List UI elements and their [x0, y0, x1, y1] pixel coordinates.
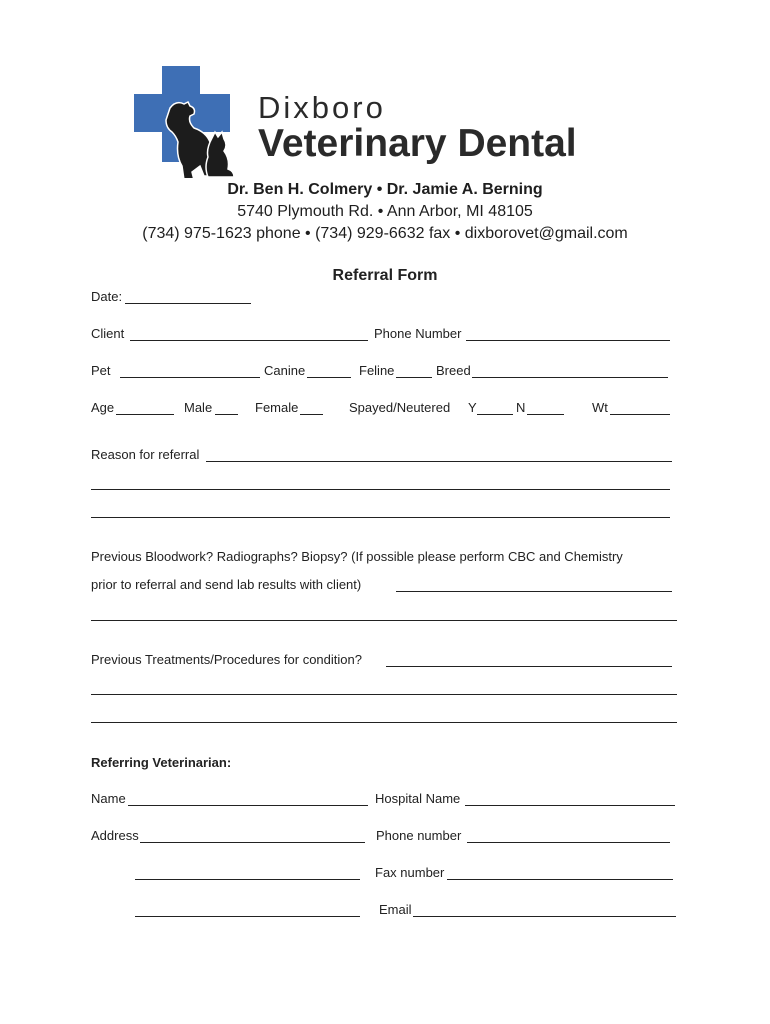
- previous-treatments-field-line3[interactable]: [91, 722, 677, 723]
- referring-vet-heading: Referring Veterinarian:: [91, 755, 232, 770]
- brand-name-line1: Dixboro: [258, 90, 386, 125]
- age-field[interactable]: [116, 414, 174, 415]
- previous-treatments-label: Previous Treatments/Procedures for condition?: [91, 652, 362, 667]
- male-label: Male: [184, 400, 213, 415]
- vet-phone-field[interactable]: [467, 842, 670, 843]
- spayed-no-field[interactable]: [527, 414, 564, 415]
- canine-field[interactable]: [307, 377, 351, 378]
- canine-label: Canine: [264, 363, 306, 378]
- previous-tests-field-line1[interactable]: [396, 591, 672, 592]
- reason-field-line2[interactable]: [91, 489, 670, 490]
- contact-line: (734) 975-1623 phone • (734) 929-6632 fax • dixborovet@gmail.com: [142, 225, 628, 242]
- pet-field[interactable]: [120, 377, 260, 378]
- date-label: Date:: [91, 289, 123, 304]
- vet-address-label: Address: [91, 828, 139, 843]
- spayed-no-label: N: [516, 400, 526, 415]
- date-field[interactable]: [125, 303, 251, 304]
- reason-field-line3[interactable]: [91, 517, 670, 518]
- previous-tests-field-line2[interactable]: [91, 620, 677, 621]
- male-field[interactable]: [215, 414, 238, 415]
- phone-number-field[interactable]: [466, 340, 670, 341]
- vet-email-label: Email: [379, 902, 412, 917]
- previous-treatments-field-line1[interactable]: [386, 666, 672, 667]
- vet-name-label: Name: [91, 791, 126, 806]
- vet-fax-field[interactable]: [447, 879, 673, 880]
- hospital-name-label: Hospital Name: [375, 791, 461, 806]
- vet-phone-label: Phone number: [376, 828, 462, 843]
- reason-field-line1[interactable]: [206, 461, 672, 462]
- vet-address-field-line1[interactable]: [140, 842, 365, 843]
- previous-treatments-field-line2[interactable]: [91, 694, 677, 695]
- client-label: Client: [91, 326, 125, 341]
- feline-label: Feline: [359, 363, 395, 378]
- age-label: Age: [91, 400, 115, 415]
- vet-address-field-line3[interactable]: [135, 916, 360, 917]
- vet-address-field-line2[interactable]: [135, 879, 360, 880]
- cross-with-dog-and-cat-icon: [134, 66, 234, 178]
- logo: [134, 66, 234, 178]
- form-title: Referral Form: [332, 267, 438, 284]
- weight-field[interactable]: [610, 414, 670, 415]
- address-line: 5740 Plymouth Rd. • Ann Arbor, MI 48105: [237, 203, 533, 220]
- previous-tests-text-line2: prior to referral and send lab results with client): [91, 577, 362, 592]
- doctors-line: Dr. Ben H. Colmery • Dr. Jamie A. Berning: [227, 181, 543, 198]
- hospital-name-field[interactable]: [465, 805, 675, 806]
- spayed-yes-label: Y: [468, 400, 477, 415]
- vet-email-field[interactable]: [413, 916, 676, 917]
- vet-name-field[interactable]: [128, 805, 368, 806]
- feline-field[interactable]: [396, 377, 432, 378]
- previous-tests-text-line1: Previous Bloodwork? Radiographs? Biopsy? (If possible please perform CBC and Chemistry: [91, 549, 623, 564]
- client-field[interactable]: [130, 340, 368, 341]
- breed-label: Breed: [436, 363, 471, 378]
- brand-name-line2: Veterinary Dental: [258, 122, 577, 165]
- breed-field[interactable]: [472, 377, 668, 378]
- weight-label: Wt: [592, 400, 608, 415]
- reason-label: Reason for referral: [91, 447, 200, 462]
- spayed-yes-field[interactable]: [477, 414, 513, 415]
- pet-label: Pet: [91, 363, 111, 378]
- vet-fax-label: Fax number: [375, 865, 445, 880]
- female-field[interactable]: [300, 414, 323, 415]
- spayed-neutered-label: Spayed/Neutered: [349, 400, 451, 415]
- phone-number-label: Phone Number: [374, 326, 462, 341]
- female-label: Female: [255, 400, 299, 415]
